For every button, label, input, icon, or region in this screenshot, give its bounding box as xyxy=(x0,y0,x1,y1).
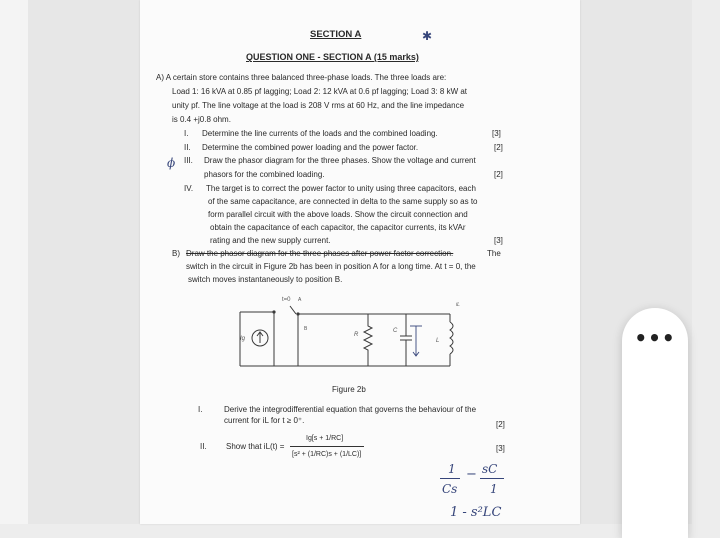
item-a2-text: Determine the combined power loading and the power factor. xyxy=(202,143,419,152)
part-a-line-2: Load 1: 16 kVA at 0.85 pf lagging; Load 2: 12 kVA at 0.6 pf lagging; Load 3: 8 kW at xyxy=(172,87,468,96)
capacitor-label: C xyxy=(393,328,398,334)
part-a-line-1: A) A certain store contains three balanced three-phase loads. The three loads are: xyxy=(156,73,447,82)
hand-fraction-bar xyxy=(440,478,460,479)
item-a3-text-1: Draw the phasor diagram for the three phases. Show the voltage and current xyxy=(204,156,476,165)
formula-numerator: Ig[s + 1/RC] xyxy=(306,435,344,442)
handwritten-tick: ϕ xyxy=(167,156,176,170)
switch-b-label: B xyxy=(304,326,308,332)
item-b2-number: II. xyxy=(200,442,207,451)
hand-minus: − xyxy=(466,467,477,482)
part-b-line-2: switch moves instantaneously to position B. xyxy=(188,275,343,284)
item-a3-number: III. xyxy=(184,156,193,165)
item-b2-text: Show that iL(t) = xyxy=(226,442,285,451)
section-title: SECTION A xyxy=(310,29,362,40)
item-a1-marks: [3] xyxy=(492,129,501,138)
hand-result-bar xyxy=(480,478,504,479)
item-b2-marks: [3] xyxy=(496,444,505,453)
item-a4-text-3: form parallel circuit with the above loads. Show the circuit connection and xyxy=(208,210,468,219)
formula-bar xyxy=(290,446,364,447)
left-margin xyxy=(0,0,28,524)
item-a2-marks: [2] xyxy=(494,143,503,152)
hand-fraction-den: Cs xyxy=(442,482,458,496)
item-b1-number: I. xyxy=(198,405,203,414)
hand-result-num: sC xyxy=(482,462,498,476)
part-b-struck-text: Draw the phasor diagram for the three phases after power factor correction. xyxy=(186,249,454,258)
resistor xyxy=(364,314,372,366)
item-a3-marks: [2] xyxy=(494,170,503,179)
item-a4-text-1: The target is to correct the power factor to unity using three capacitors, each xyxy=(206,184,476,193)
inductor-label: L xyxy=(436,338,440,344)
item-b1-text-2: current for iL for t ≥ 0⁺. xyxy=(224,416,305,425)
hand-bottom-expression: 1 - s²LC xyxy=(450,505,502,520)
circuit-figure-2b xyxy=(230,292,470,372)
item-a3-text-2: phasors for the combined loading. xyxy=(204,170,325,179)
inductor-current-label: iL xyxy=(456,302,460,308)
switch-blade xyxy=(290,306,296,314)
item-a4-text-2: of the same capacitance, are connected in delta to the same supply so as to xyxy=(208,197,478,206)
resistor-label: R xyxy=(354,332,359,338)
item-a4-text-4: obtain the capacitance of each capacitor, the capacitor currents, its kVAr xyxy=(210,223,466,232)
handwritten-star: ✱ xyxy=(422,29,433,43)
hand-result-den: 1 xyxy=(490,482,498,496)
inductor xyxy=(450,322,453,354)
item-a4-number: IV. xyxy=(184,184,194,193)
item-a4-text-5: rating and the new supply current. xyxy=(210,236,331,245)
part-a-line-4: is 0.4 +j0.8 ohm. xyxy=(172,115,231,124)
part-b-label: B) xyxy=(172,249,180,258)
switch-label: t=0 xyxy=(282,297,291,303)
hand-fraction-num: 1 xyxy=(448,462,456,476)
source-label: Ig xyxy=(240,336,246,342)
item-a4-marks: [3] xyxy=(494,236,503,245)
item-a1-number: I. xyxy=(184,129,189,138)
formula-denominator: [s² + (1/RC)s + (1/LC)] xyxy=(292,451,362,458)
switch-a-label: A xyxy=(298,297,302,303)
item-a1-text: Determine the line currents of the loads and the combined loading. xyxy=(202,129,438,138)
part-b-line-1: switch in the circuit in Figure 2b has been in position A for a long time. At t = 0, the xyxy=(186,262,476,271)
part-b-text-after: The xyxy=(487,249,501,258)
more-options-panel[interactable] xyxy=(622,308,688,538)
item-b1-text-1: Derive the integrodifferential equation that governs the behaviour of the xyxy=(224,405,477,414)
part-a-line-3: unity pf. The line voltage at the load is 208 V rms at 60 Hz, and the line impedance xyxy=(172,101,465,110)
more-options-icon[interactable]: ••• xyxy=(634,326,676,350)
exam-page xyxy=(140,0,580,524)
item-a2-number: II. xyxy=(184,143,191,152)
figure-caption: Figure 2b xyxy=(332,385,366,394)
item-b1-marks: [2] xyxy=(496,420,505,429)
question-title: QUESTION ONE - SECTION A (15 marks) xyxy=(246,52,419,62)
